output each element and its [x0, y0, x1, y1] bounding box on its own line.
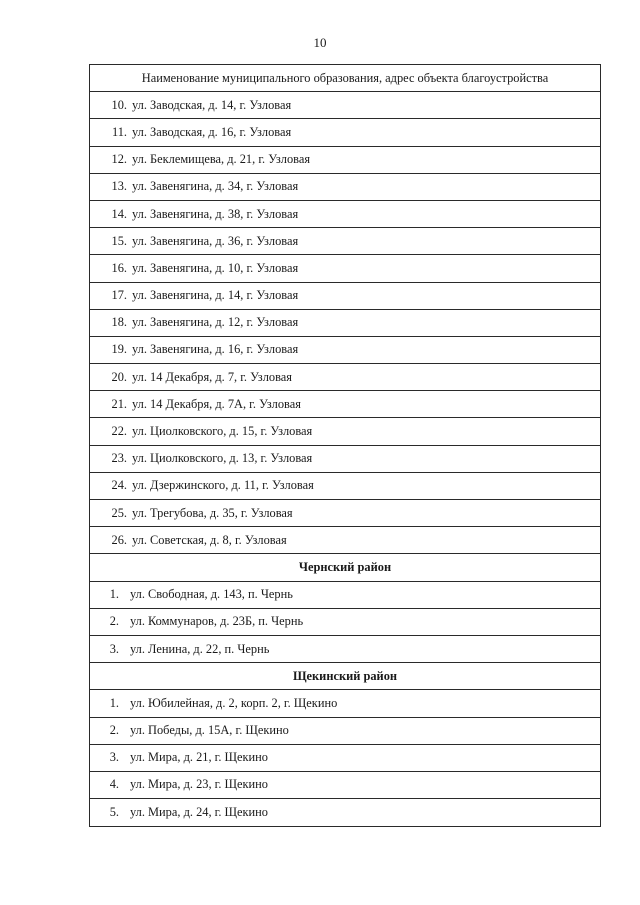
row-address: ул. Заводская, д. 16, г. Узловая [132, 124, 292, 139]
row-number: 2. [109, 723, 119, 738]
table-row [90, 283, 600, 310]
table-row [90, 310, 600, 337]
table-row [90, 473, 600, 500]
table-row [90, 201, 600, 228]
table-row [90, 228, 600, 255]
row-number: 12. [111, 152, 127, 167]
row-number: 11. [111, 124, 127, 139]
row-address: ул. Циолковского, д. 13, г. Узловая [132, 451, 313, 466]
table-row [90, 92, 600, 119]
row-address: ул. Трегубова, д. 35, г. Узловая [132, 505, 293, 520]
row-address: ул. Ленина, д. 22, п. Чернь [130, 641, 270, 656]
table-row [90, 799, 600, 826]
row-address: ул. Мира, д. 24, г. Щекино [130, 805, 269, 820]
row-number: 2. [109, 614, 119, 629]
row-number: 3. [109, 750, 119, 765]
table-row [90, 582, 600, 609]
row-address: ул. 14 Декабря, д. 7, г. Узловая [132, 369, 292, 384]
table-row [90, 690, 600, 717]
table-row [90, 500, 600, 527]
district-heading-row [90, 663, 600, 690]
table-header-label: Наименование муниципального образования, адрес объекта благоустройства [141, 70, 549, 85]
row-address: ул. 14 Декабря, д. 7А, г. Узловая [132, 396, 301, 411]
row-number: 25. [111, 505, 127, 520]
table-row [90, 745, 600, 772]
table-row [90, 446, 600, 473]
table-body [90, 92, 600, 826]
address-table [89, 64, 601, 827]
row-address: ул. Завенягина, д. 16, г. Узловая [132, 342, 299, 357]
district-heading: Щекинский район [292, 668, 398, 683]
table-header [90, 65, 600, 92]
row-address: ул. Завенягина, д. 36, г. Узловая [132, 233, 299, 248]
table-row [90, 772, 600, 799]
table-row [90, 337, 600, 364]
district-heading-row [90, 554, 600, 581]
row-address: ул. Циолковского, д. 15, г. Узловая [132, 424, 313, 439]
row-address: ул. Свободная, д. 143, п. Чернь [130, 587, 293, 602]
row-address: ул. Завенягина, д. 34, г. Узловая [132, 179, 299, 194]
row-number: 13. [111, 179, 127, 194]
table-row [90, 255, 600, 282]
table-row [90, 119, 600, 146]
row-address: ул. Беклемищева, д. 21, г. Узловая [132, 152, 311, 167]
table-row [90, 527, 600, 554]
row-number: 22. [111, 424, 127, 439]
page-number: 10 [313, 35, 327, 50]
row-number: 20. [111, 369, 127, 384]
row-address: ул. Мира, д. 23, г. Щекино [130, 777, 269, 792]
row-number: 14. [111, 206, 127, 221]
row-number: 26. [111, 532, 127, 547]
row-address: ул. Коммунаров, д. 23Б, п. Чернь [130, 614, 304, 629]
row-number: 18. [111, 315, 127, 330]
row-address: ул. Завенягина, д. 12, г. Узловая [132, 315, 299, 330]
row-number: 5. [109, 805, 119, 820]
row-number: 24. [111, 478, 127, 493]
table-row [90, 174, 600, 201]
row-address: ул. Заводская, д. 14, г. Узловая [132, 97, 292, 112]
row-number: 1. [109, 587, 119, 602]
row-address: ул. Юбилейная, д. 2, корп. 2, г. Щекино [130, 695, 338, 710]
row-address: ул. Завенягина, д. 10, г. Узловая [132, 260, 299, 275]
row-number: 21. [111, 396, 127, 411]
row-number: 19. [111, 342, 127, 357]
table-row [90, 609, 600, 636]
table-row [90, 364, 600, 391]
row-address: ул. Завенягина, д. 38, г. Узловая [132, 206, 299, 221]
table-row [90, 636, 600, 663]
row-number: 3. [109, 641, 119, 656]
table-row [90, 718, 600, 745]
row-number: 10. [111, 97, 127, 112]
row-address: ул. Завенягина, д. 14, г. Узловая [132, 288, 299, 303]
row-address: ул. Мира, д. 21, г. Щекино [130, 750, 269, 765]
row-number: 4. [109, 777, 119, 792]
district-heading: Чернский район [298, 559, 392, 574]
row-number: 15. [111, 233, 127, 248]
row-address: ул. Победы, д. 15А, г. Щекино [130, 723, 289, 738]
table-row [90, 418, 600, 445]
row-number: 1. [109, 695, 119, 710]
table-row [90, 391, 600, 418]
row-address: ул. Советская, д. 8, г. Узловая [132, 532, 287, 547]
row-address: ул. Дзержинского, д. 11, г. Узловая [132, 478, 314, 493]
row-number: 16. [111, 260, 127, 275]
row-number: 23. [111, 451, 127, 466]
row-number: 17. [111, 288, 127, 303]
table-row [90, 147, 600, 174]
